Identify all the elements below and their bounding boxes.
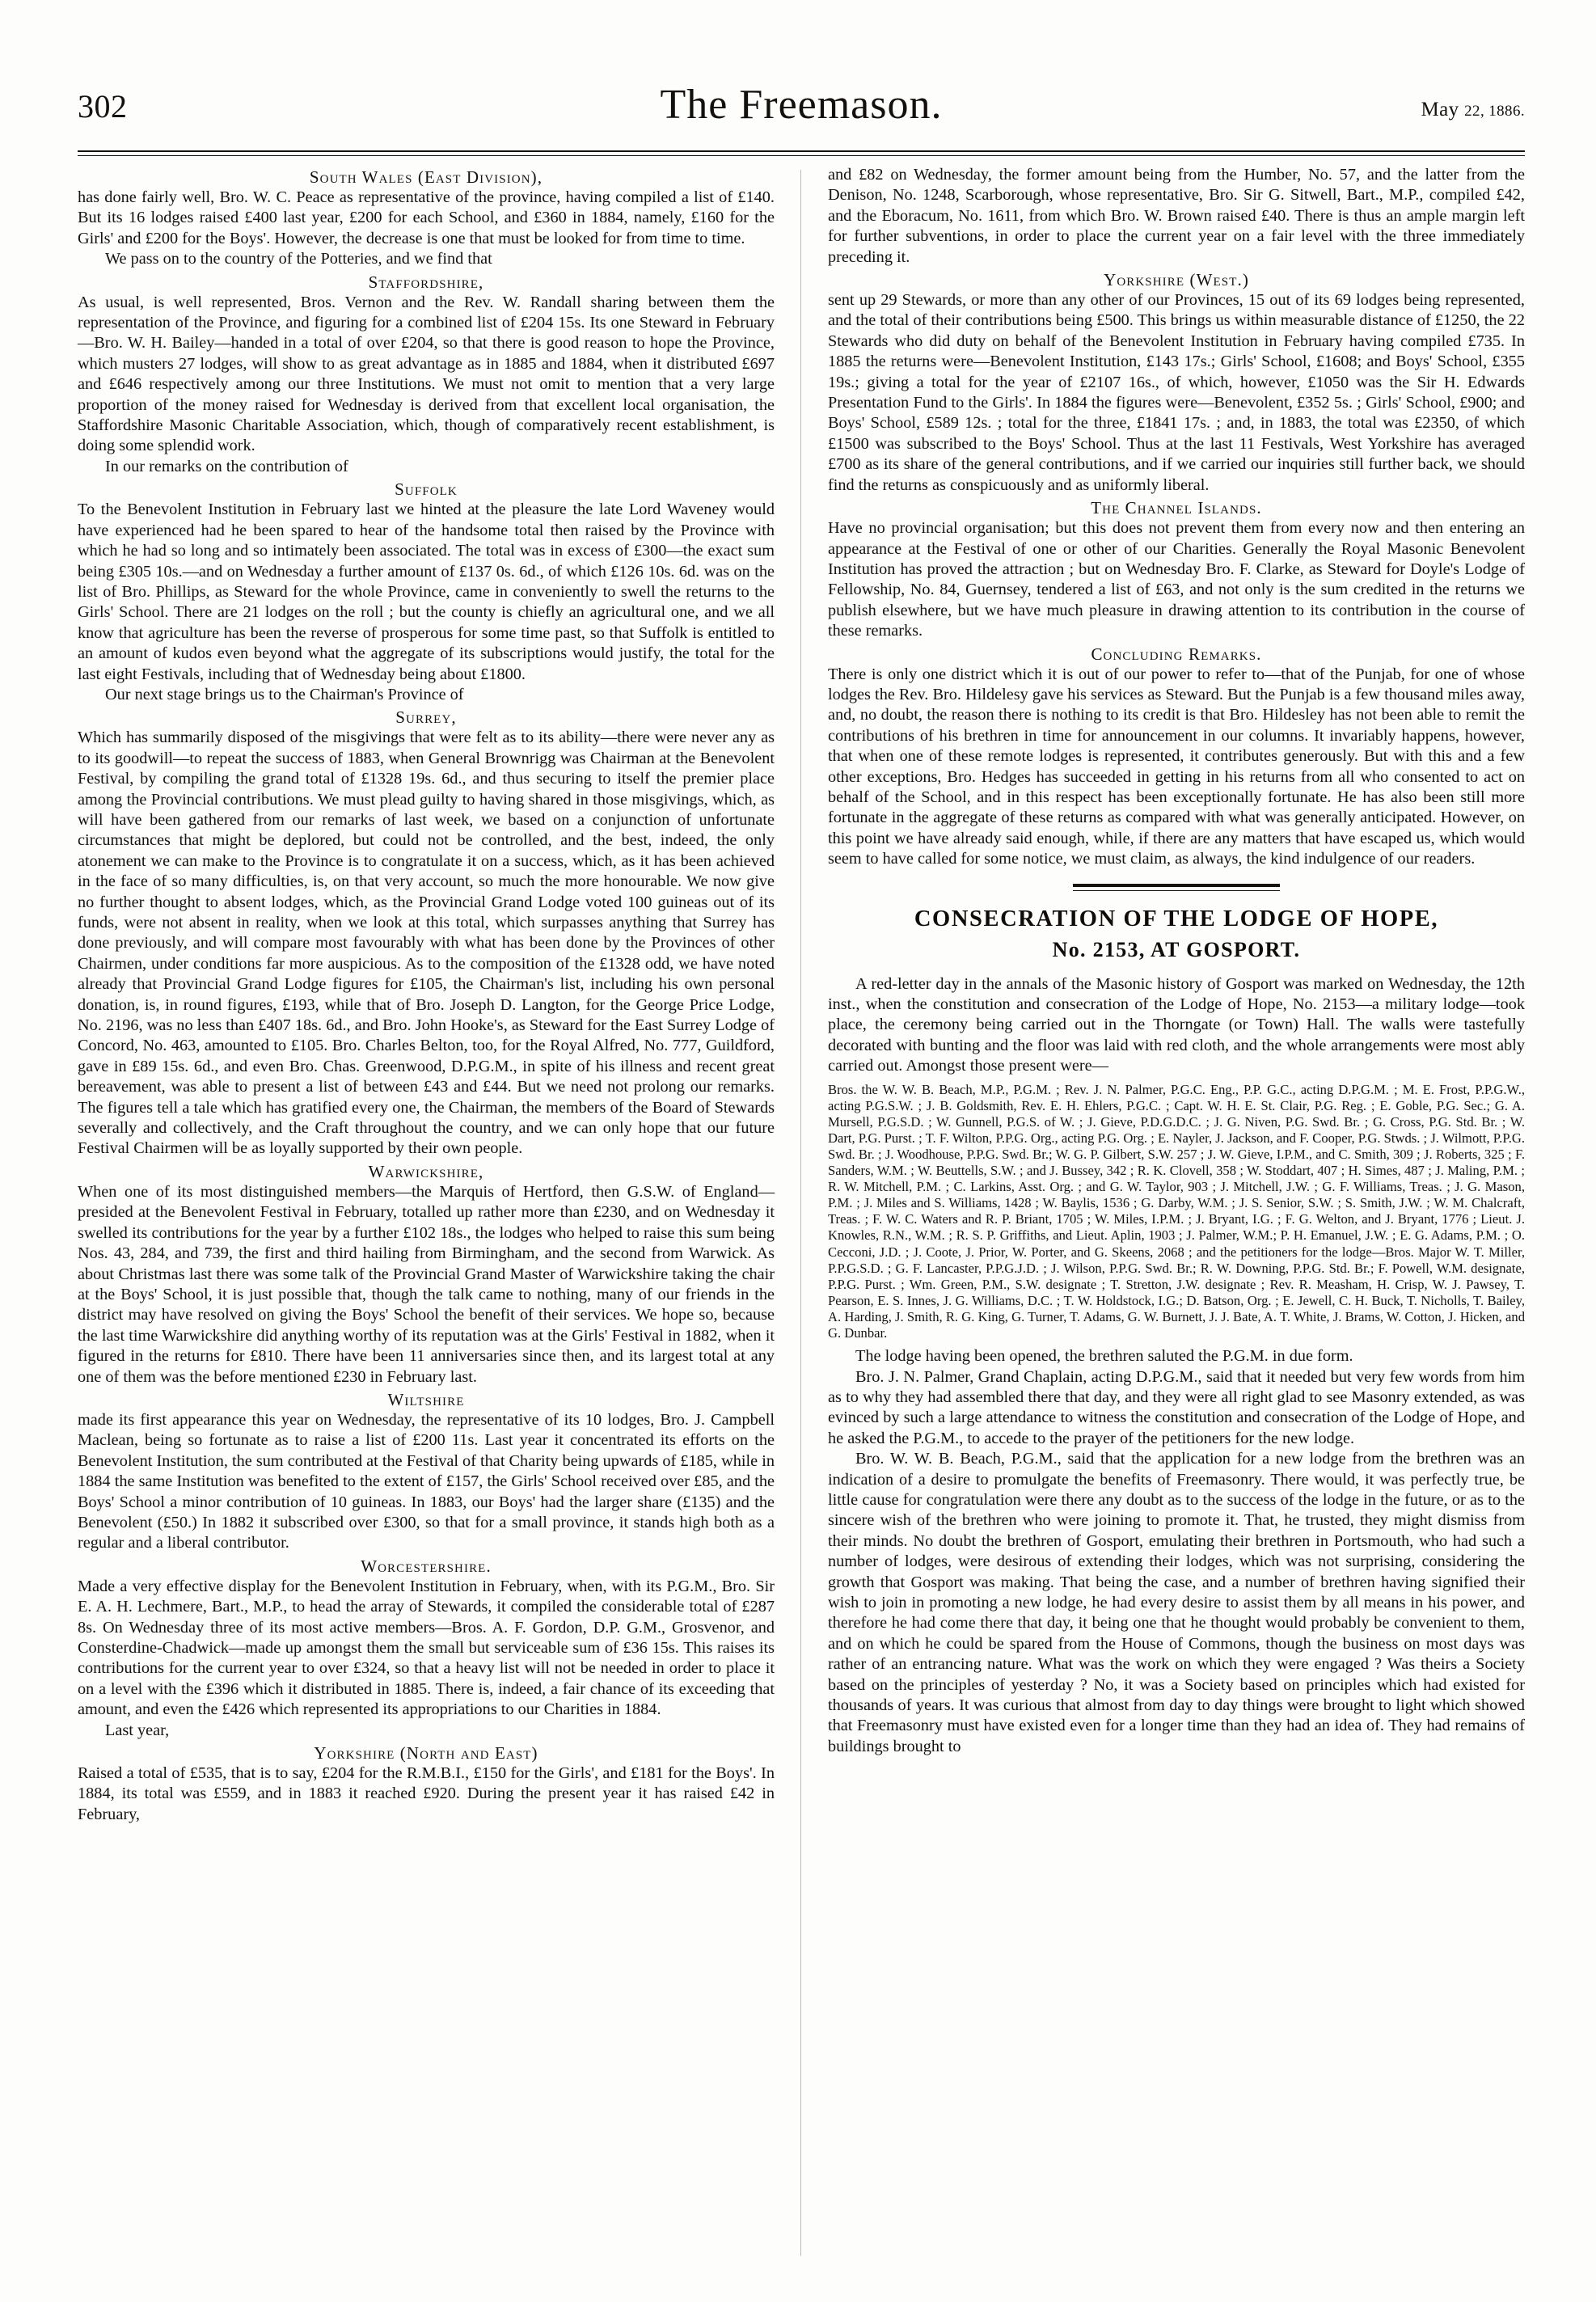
paragraph: When one of its most distinguished members—the Marquis of Hertford, then G.S.W. of England—presided at the Benevolent Festival in February, totalled up rather more than £230, and on Wednesday it swelled its contributions for the year by a further £102 18s., the lodges who helped to raise this sum being Nos. 43, 284, and 739, the first and third hailing from Birmingham, and the second from Warwick. As about Christmas last there was some talk of the Provincial Grand Master of Warwickshire taking the chair at the Boys' School, it is just possible that, though the talk came to nothing, many of our friends in the district may have resolved on giving the Boys' School the benefit of their services. We hope so, because the last time Warwickshire did anything worthy of its reputation was at the Girls' Festival in 1882, when it figured in the returns for £810. There have been 11 anniversaries since then, and its largest total at any one of them was the before mentioned £230 in February last. (78, 1182, 775, 1386)
paragraph: In our remarks on the contribution of (105, 457, 348, 475)
paragraph: Made a very effective display for the Benevolent Institution in February, when, with its P.G.M., Bro. Sir E. A. H. Lechmere, Bart., M.P., to head the array of Stewards, it compiled the considerable total of £287 8s. On Wednesday three of its most active members—Bros. A. F. Gordon, D.P. G.M., Grosvenor, and Consterdine-Chadwick—made up amongst them the small but serviceable sum of £36 15s. This raises its contributions for the current year to over £324, so that a heavy list will not be needed in order to place it on a level with the £396 which it distributed in 1885. There is, indeed, a fair chance of its exceeding that amount, and even the £426 which represented its appropriations to our Charities in 1884. (78, 1577, 775, 1719)
column-left (78, 165, 775, 2267)
province-heading-yorkshire-north-east: Yorkshire (North and East) (314, 1743, 538, 1763)
paragraph: Which has summarily disposed of the misgivings that were felt as to its ability—there were never any as to its goodwill—to repeat the success of 1883, when General Brownrigg was Chairman at the Benevolent Festival, by compiling the grand total of £1328 19s. 6d., and thus securing to itself the premier place among the Provincial contributions. We must plead guilty to having shared in those misgivings, which, as will have been gathered from our remarks of last week, we based on a conjunction of unfortunate circumstances that might be deplored, but could not be controlled, and the best, indeed, the only atonement we can make to the Province is to congratulate it on a success, which, as it has been achieved in the face of so many difficulties, is, on that very account, so much the more honourable. We now give no further thought to absent lodges, which, as the Provincial Grand Lodge voted 100 guineas out of its funds, were not absent in reality, when we look at this total, which surpasses anything that Surrey has done previously, and will compare most favourably with what has been done by the Provinces of other Chairmen, under conditions far more auspicious. As to the composition of the £1328 odd, we have noted already that Provincial Grand Lodge figures for £105, the Chairman's list, including his own personal donation, is, in round figures, £193, while that of Bro. Joseph D. Langton, for the George Price Lodge, No. 2196, was no less than £407 18s. 6d., and Bro. John Hooke's, as Steward for the East Surrey Lodge of Concord, No. 463, amounted to £105. Bro. Charles Belton, too, for the Royal Alfred, No. 777, Guildford, gave in £89 15s. 6d., and even Bro. Chas. Greenwood, D.P.G.M., in spite of his illness and recent great bereavement, was able to present a list of between £43 and £44. But we need not prolong our remarks. The figures tell a tale which has gratified every one, the Chairman, the members of the Board of Stewards severally and collectively, and the Craft throughout the country, and we can only hope that our future Festival Chairmen will be as loyally supported by their own people. (78, 729, 775, 1158)
masthead-rule (78, 150, 1525, 156)
province-heading-warwickshire: Warwickshire, (368, 1161, 484, 1181)
article-headline (828, 904, 1525, 965)
paragraph: and £82 on Wednesday, the former amount being from the Humber, No. 57, and the latter from the Denison, No. 1248, Scarborough, whose representative, Bro. Sir G. Sitwell, Bart., M.P., compiled £42, and the Eboracum, No. 1611, from which Bro. W. Brown raised £40. There is thus an ample margin left for further subventions, in order to place the current year on a fair level with the three immediately preceding it. (828, 166, 1525, 266)
paragraph: Last year, (105, 1721, 170, 1739)
masthead (78, 82, 1525, 144)
article-headline-line-1: CONSECRATION OF THE LODGE OF HOPE, (914, 906, 1439, 931)
paragraph: A red-letter day in the annals of the Masonic history of Gosport was marked on Wednesday, the 12th inst., when the constitution and consecration of the Lodge of Hope, No. 2153—a military lodge—took place, the ceremony being carried out in the Thorngate (or Town) Hall. The walls were tastefully decorated with bunting and the floor was laid with red cloth, and the whole arrangements were most ably carried out. Amongst those present were— (828, 974, 1525, 1075)
paragraph: has done fairly well, Bro. W. C. Peace as representative of the province, having compiled a list of £140. But its 16 lodges raised £400 last year, £200 for each School, and £360 in 1884, namely, £160 for the Girls' and £200 for the Boys'. However, the decrease is one that must be looked for from time to time. (78, 188, 775, 247)
paragraph: The lodge having been opened, the brethren saluted the P.G.M. in due form. (855, 1347, 1353, 1366)
province-heading-worcestershire: Worcestershire. (361, 1556, 492, 1576)
paragraph: made its first appearance this year on Wednesday, the representative of its 10 lodges, Bro. J. Campbell Maclean, being so fortunate as to raise a list of £200 11s. Last year it concentrated its efforts on the Benevolent Institution, the sum contributed at the Festival of that Charity being upwards of £185, while in 1884 the same Institution was benefited to the extent of £157, the Girls' School received over £85, and the Boys' School a minor contribution of 10 guineas. In 1883, our Boys' had the larger share (£135) and the Benevolent (£50.) In 1882 it subscribed over £300, so that for a small province, it stands high both as a regular and a liberal contributor. (78, 1410, 775, 1552)
province-heading-suffolk: Suffolk (395, 479, 458, 500)
issue-date-rest: 22, 1886. (1464, 103, 1525, 120)
section-heading-concluding-remarks: Concluding Remarks. (1091, 644, 1262, 664)
province-heading-surrey: Surrey, (395, 707, 457, 728)
paragraph: Have no provincial organisation; but this does not prevent them from every now and then entering an appearance at the Festival of one or other of our Charities. Generally the Royal Masonic Benevolent Institution has proved the attraction ; but on Wednesday Bro. F. Clarke, as Steward for Doyle's Lodge of Fellowship, No. 84, Guernsey, tendered a list of £63, and not only is the sum credited in the returns we publish elsewhere, but we have much pleasure in drawing attention to its contribution in the course of these remarks. (828, 519, 1525, 640)
paragraph: Bro. W. W. B. Beach, P.G.M., said that the application for a new lodge from the brethren was an indication of a desire to promulgate the benefits of Freemasonry. There would, it was perfectly true, be little cause for congratulation were there any doubt as to the success of the lodge in the future, or as to the sincere wish of the brethren who were joining to promote it. That, he trusted, they might dismiss from their minds. No doubt the brethren of Gosport, emulating their brethren in Portsmouth, who had such a number of lodges, were desirous of extending their lodges, which was not surprising, considering the growth that Gosport was making. That being the case, and a number of brethren having signified their wish to join in promoting a new lodge, he had every desire to assist them by all means in his power, and therefore he had come there that day, it being one that he thought would probably be convenient to them, and on which he could be spared from the House of Commons, though the business on most days was rather of an entrancing nature. What was the work on which they were engaged ? Was theirs a Society based on the principles of yesterday ? No, it was a Society based on principles which had existed for thousands of years. It was curious that almost from day to day things were brought to light which showed that Freemasonry must have existed even for a longer time than they had an idea of. They had remains of buildings brought to (828, 1450, 1525, 1755)
section-separator-rule (1073, 884, 1280, 891)
article-columns (78, 165, 1525, 2267)
paragraph: We pass on to the country of the Potteries, and we find that (105, 250, 492, 268)
paragraph: To the Benevolent Institution in February last we hinted at the pleasure the late Lord Waveney would have experienced had he been spared to hear of the handsome total then raised by the Province with which he had so long and so intimately been associated. The total was in excess of £300—the exact sum being £305 10s.—and on Wednesday a further amount of £137 0s. 6d., of which £126 10s. 6d. was on the list of Bro. Phillips, as Steward for the whole Province, came in conveniently to swell the returns to the Girls' School. There are 21 lodges on the roll ; but the county is chiefly an agricultural one, and we all know that agriculture has been the reverse of prosperous for some time past, so that Suffolk is entitled to an amount of kudos even beyond what the aggregate of its subscriptions would justify, the total for the last eight Festivals, including that of Wednesday being about £1800. (78, 501, 775, 683)
paragraph: sent up 29 Stewards, or more than any other of our Provinces, 15 out of its 69 lodges being represented, and the total of their contributions being £500. This brings us within measurable distance of £1250, the 22 Stewards who did duty on behalf of the Benevolent Institution in February having compiled £735. In 1885 the returns were—Benevolent Institution, £143 17s.; Girls' School, £1608; and Boys' School, £355 19s.; giving a total for the year of £2107 16s., of which, however, £1050 was the Sir H. Edwards Presentation Fund to the Girls'. In 1884 the figures were—Benevolent, £352 5s. ; Girls' School, £900; and Boys' School, £589 12s. ; total for the three, £1841 17s. ; and, in 1883, the total was £2350, of which £1500 was subscribed to the Boys' School. Thus at the last 11 Festivals, West Yorkshire has averaged £700 as its share of the general contributions, and if we carried our inquiries still further back, we should find the returns as conspicuously and as uniformly liberal. (828, 291, 1525, 494)
issue-date (1421, 99, 1525, 121)
paragraph: Bro. J. N. Palmer, Grand Chaplain, acting D.P.G.M., said that it needed but very few words from him as to why they had assembled there that day, and they were all right glad to see Masonry extended, as was evinced by such a large attendance to witness the constitution and consecration of the Lodge of Hope, and he asked the P.G.M., to accede to the prayer of the petitioners for the new lodge. (828, 1367, 1525, 1447)
province-heading-yorkshire-west: Yorkshire (West.) (1104, 270, 1249, 290)
paragraph: Raised a total of £535, that is to say, £204 for the R.M.B.I., £150 for the Girls', and £181 for the Boys'. In 1884, its total was £559, and in 1883 it reached £920. During the present year it has raised £42 in February, (78, 1764, 775, 1823)
issue-date-month: May (1421, 99, 1459, 120)
province-heading-wiltshire: Wiltshire (387, 1389, 465, 1409)
page-folio-number: 302 (78, 88, 128, 125)
paragraph: There is only one district which it is out of our power to refer to—that of the Punjab, for one of whose lodges the Rev. Bro. Hildelesy gave his services as Steward. But the Punjab is a few thousand miles away, and, no doubt, the reason there is nothing to its credit is that Bro. Hildesley has not been able to remit the contributions of his brethren in time for announcement in our columns. It invariably happens, however, that when one of these remote lodges is represented, it contributes generously. But with this and a few other exceptions, Bro. Hedges has succeeded in getting in his returns from all who consented to act on behalf of the School, and in this respect has been exceptionally fortunate. He has also been still more fortunate in the aggregate of these returns as compared with what was generally anticipated. However, on this point we have already said enough, while, if there are any matters that have escaped us, which would seem to have called for some notice, we must claim, as always, the kind indulgence of our readers. (828, 665, 1525, 868)
attendee-roster: Bros. the W. W. B. Beach, M.P., P.G.M. ; Rev. J. N. Palmer, P.G.C. Eng., P.P. G.C., acting D.P.G.M. ; M. E. Frost, P.P.G.W., acting P.G.S.W. ; J. B. Goldsmith, Rev. E. H. Ehlers, P.G.C. ; Capt. W. H. E. St. Clair, P.G. Reg. ; E. Goble, P.G. Sec.; G. A. Mursell, P.G.S.D. ; W. Gunnell, P.G.S. of W. ; J. Gieve, P.D.G.D.C. ; J. G. Niven, P.G. Swd. Br. ; G. Cross, P.G. Std. Br. ; W. Dart, P.G. Purst. ; T. F. Wilton, P.P.G. Org., acting P.G. Org. ; E. Nayler, J. Jackson, and F. Cooper, P.G. Stwds. ; J. Wilmott, P.P.G. Swd. Br. ; J. Woodhouse, P.P.G. Swd. Br.; W. G. P. Gilbert, S.W. 257 ; J. W. Gieve, I.P.M., and C. Smith, 309 ; J. Roberts, 325 ; F. Sanders, W.M. ; W. Beuttells, S.W. ; and J. Bussey, 342 ; R. K. Clovell, 358 ; W. Stoddart, 407 ; H. Simes, 487 ; J. Maling, P.M. ; R. W. Mitchell, P.M. ; C. Larkins, Asst. Org. ; and G. W. Taylor, 903 ; J. Mitchell, J.W. ; G. F. Williams, Treas. ; J. G. Mason, P.M. ; J. Miles and S. Williams, 1428 ; W. Baylis, 1536 ; G. Darby, W.M. ; J. S. Senior, S.W. ; S. Smith, J.W. ; W. M. Chalcraft, Treas. ; F. W. C. Waters and R. P. Briant, 1705 ; W. Miles, I.P.M. ; J. Bryant, I.G. ; F. G. Welton, and J. Bryant, 1776 ; Lieut. J. Knowles, R.N., W.M. ; R. S. P. Griffiths, and Lieut. Aplin, 1903 ; J. Palmer, W.M.; P. H. Emanuel, J.W. ; E. G. Adams, P.M. ; O. Cecconi, J.D. ; J. Coote, J. Prior, W. Porter, and G. Skeens, 2068 ; and the petitioners for the lodge—Bros. Major W. T. Miller, P.P.G.S.D. ; G. F. Lancaster, P.P.G.J.D. ; J. Wilson, P.P.G. Swd. Br.; R. W. Downing, P.P.G. Std. Br.; F. Powell, W.M. designate, P.P.G. Purst. ; Wm. Green, P.M., S.W. designate ; T. Stretton, J.W. designate ; Rev. R. Measham, H. Crisp, W. J. Pawsey, T. Pearson, E. S. Innes, J. G. Williams, D.C. ; T. W. Holdstock, I.G.; D. Batson, Org. ; E. Jewell, C. H. Buck, T. Nicholls, T. Bailey, A. Harding, J. Smith, R. G. King, G. Turner, T. Adams, G. W. Burnett, J. J. Bate, A. T. White, J. Brams, W. Cotton, J. Hicken, and G. Dunbar. (828, 1081, 1525, 1341)
column-divider (800, 170, 801, 2256)
province-heading-south-wales: South Wales (East Division), (309, 167, 543, 187)
province-heading-channel-islands: The Channel Islands. (1091, 498, 1262, 518)
province-heading-staffordshire: Staffordshire, (368, 272, 484, 292)
paragraph: As usual, is well represented, Bros. Vernon and the Rev. W. Randall sharing between them the representation of the Province, and figuring for a combined list of £204 15s. Its one Steward in February—Bro. W. H. Bailey—handed in a total of over £204, so that there is good reason to hope the Province, which musters 27 lodges, will show to as great advantage as in 1885 and 1884, when it distributed £697 and £646 respectively among our three Institutions. We must not omit to mention that a very large proportion of the money raised for Wednesday is derived from that excellent local organisation, the Staffordshire Masonic Charitable Association, which, though of comparatively recent establishment, is doing some splendid work. (78, 293, 775, 455)
paragraph: Our next stage brings us to the Chairman's Province of (105, 685, 464, 703)
article-headline-line-2: No. 2153, AT GOSPORT. (1052, 937, 1301, 961)
column-right (828, 165, 1525, 2267)
publication-title: The Freemason. (660, 82, 943, 128)
